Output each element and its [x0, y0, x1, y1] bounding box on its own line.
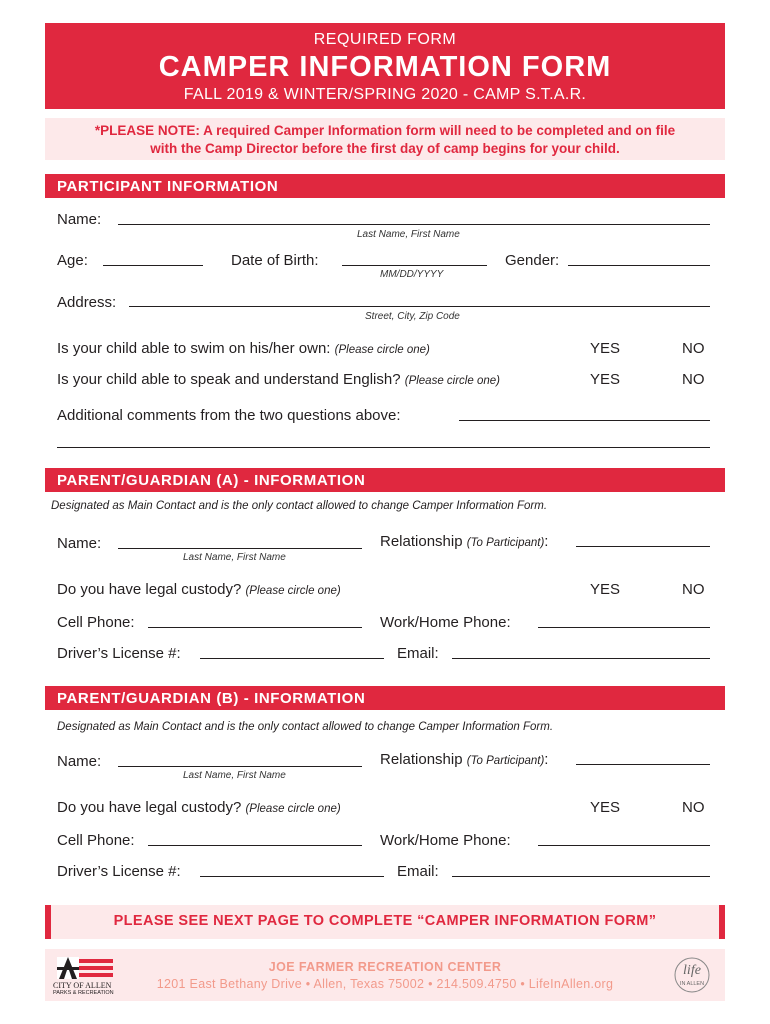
guardian-b-relationship-colon: : — [544, 751, 549, 768]
guardian-a-email-field[interactable] — [452, 658, 710, 659]
guardian-a-custody-question — [57, 581, 341, 598]
guardian-a-name-hint: Last Name, First Name — [183, 552, 286, 563]
english-yes-option[interactable]: YES — [590, 371, 621, 388]
guardian-b-relationship-paren: (To Participant) — [466, 755, 545, 767]
guardian-a-relationship-text: Relationship — [380, 533, 463, 550]
guardian-b-relationship-text: Relationship — [380, 751, 463, 768]
guardian-a-cell-label: Cell Phone: — [57, 614, 135, 631]
participant-name-hint: Last Name, First Name — [357, 229, 460, 240]
guardian-b-cell-label: Cell Phone: — [57, 832, 135, 849]
guardian-b-email-field[interactable] — [452, 876, 710, 877]
form-kicker: REQUIRED FORM — [313, 31, 457, 48]
guardian-a-email-label: Email: — [397, 645, 439, 662]
guardian-a-relationship-field[interactable] — [576, 546, 710, 547]
participant-name-label: Name: — [57, 211, 102, 228]
age-label: Age: — [57, 252, 88, 269]
english-no-option[interactable]: NO — [682, 371, 705, 388]
note-line-1: *PLEASE NOTE: A required Camper Information form will need to be completed and on file — [94, 123, 676, 138]
guardian-b-work-label: Work/Home Phone: — [380, 832, 511, 849]
comments-field-line-2[interactable] — [57, 447, 710, 448]
dob-label: Date of Birth: — [231, 252, 319, 269]
guardian-b-heading: PARENT/GUARDIAN (B) - INFORMATION — [57, 690, 366, 707]
form-header — [45, 23, 725, 109]
next-page-callout — [45, 905, 725, 939]
gender-field[interactable] — [568, 265, 710, 266]
address-field[interactable] — [129, 306, 710, 307]
guardian-a-cell-field[interactable] — [148, 627, 362, 628]
guardian-b-email-label: Email: — [397, 863, 439, 880]
guardian-a-heading: PARENT/GUARDIAN (A) - INFORMATION — [57, 472, 366, 489]
swim-yes-option[interactable]: YES — [590, 340, 621, 357]
guardian-b-name-label: Name: — [57, 753, 102, 770]
participant-heading: PARTICIPANT INFORMATION — [57, 178, 279, 195]
guardian-a-license-field[interactable] — [200, 658, 384, 659]
gender-label: Gender: — [505, 252, 560, 269]
guardian-b-section-header — [45, 686, 725, 710]
guardian-b-custody-yes[interactable]: YES — [590, 799, 621, 816]
life-in-allen-logo — [672, 955, 712, 995]
guardian-b-name-hint: Last Name, First Name — [183, 770, 286, 781]
participant-section-header — [45, 174, 725, 198]
guardian-b-custody-question — [57, 799, 341, 816]
callout-text: PLEASE SEE NEXT PAGE TO COMPLETE “CAMPER INFORMATION FORM” — [113, 913, 657, 929]
guardian-a-work-field[interactable] — [538, 627, 710, 628]
dob-field[interactable] — [342, 265, 487, 266]
guardian-a-relationship-colon: : — [544, 533, 549, 550]
guardian-a-custody-no[interactable]: NO — [682, 581, 705, 598]
life-logo-word: life — [683, 963, 701, 978]
center-contact: 1201 East Bethany Drive • Allen, Texas 75002 • 214.509.4750 • LifeInAllen.org — [156, 977, 614, 991]
swim-question-paren: (Please circle one) — [334, 344, 430, 356]
guardian-b-custody-paren: (Please circle one) — [245, 803, 341, 815]
guardian-b-work-field[interactable] — [538, 845, 710, 846]
guardian-a-name-label: Name: — [57, 535, 102, 552]
guardian-b-custody-text: Do you have legal custody? — [57, 799, 242, 816]
participant-name-field[interactable] — [118, 224, 710, 225]
guardian-b-relationship-label — [380, 751, 548, 768]
guardian-b-designation: Designated as Main Contact and is the only contact allowed to change Camper Information Form. — [57, 721, 554, 733]
comments-label: Additional comments from the two questions above: — [57, 407, 401, 424]
age-field[interactable] — [103, 265, 203, 266]
swim-question — [57, 340, 430, 357]
page-footer — [45, 949, 725, 1001]
comments-field-line-1[interactable] — [459, 420, 710, 421]
address-hint: Street, City, Zip Code — [365, 311, 460, 322]
swim-no-option[interactable]: NO — [682, 340, 705, 357]
guardian-b-name-field[interactable] — [118, 766, 362, 767]
swim-question-text: Is your child able to swim on his/her own: — [57, 340, 331, 357]
allen-logo-dept: PARKS & RECREATION — [53, 990, 114, 996]
guardian-a-section-header — [45, 468, 725, 492]
allen-logo-name: CITY OF ALLEN — [53, 981, 112, 990]
center-name: JOE FARMER RECREATION CENTER — [268, 960, 502, 974]
required-note — [45, 118, 725, 160]
guardian-a-relationship-label — [380, 533, 548, 550]
guardian-b-relationship-field[interactable] — [576, 764, 710, 765]
guardian-a-name-field[interactable] — [118, 548, 362, 549]
guardian-b-license-field[interactable] — [200, 876, 384, 877]
guardian-a-license-label: Driver’s License #: — [57, 645, 181, 662]
guardian-a-custody-paren: (Please circle one) — [245, 585, 341, 597]
note-line-2: with the Camp Director before the first day of camp begins for your child. — [150, 141, 620, 156]
guardian-b-cell-field[interactable] — [148, 845, 362, 846]
english-question-paren: (Please circle one) — [404, 375, 500, 387]
guardian-a-designation: Designated as Main Contact and is the only contact allowed to change Camper Information Form. — [51, 500, 548, 512]
form-subtitle: FALL 2019 & WINTER/SPRING 2020 - CAMP S.T.A.R. — [183, 86, 587, 103]
life-logo-sub: IN ALLEN — [679, 981, 705, 987]
english-question — [57, 371, 500, 388]
guardian-b-custody-no[interactable]: NO — [682, 799, 705, 816]
dob-hint: MM/DD/YYYY — [380, 269, 444, 280]
guardian-a-custody-yes[interactable]: YES — [590, 581, 621, 598]
guardian-a-custody-text: Do you have legal custody? — [57, 581, 242, 598]
english-question-text: Is your child able to speak and understand English? — [57, 371, 401, 388]
address-label: Address: — [57, 294, 117, 311]
guardian-a-relationship-paren: (To Participant) — [466, 537, 545, 549]
guardian-a-work-label: Work/Home Phone: — [380, 614, 511, 631]
guardian-b-license-label: Driver’s License #: — [57, 863, 181, 880]
form-title: CAMPER INFORMATION FORM — [158, 51, 612, 83]
